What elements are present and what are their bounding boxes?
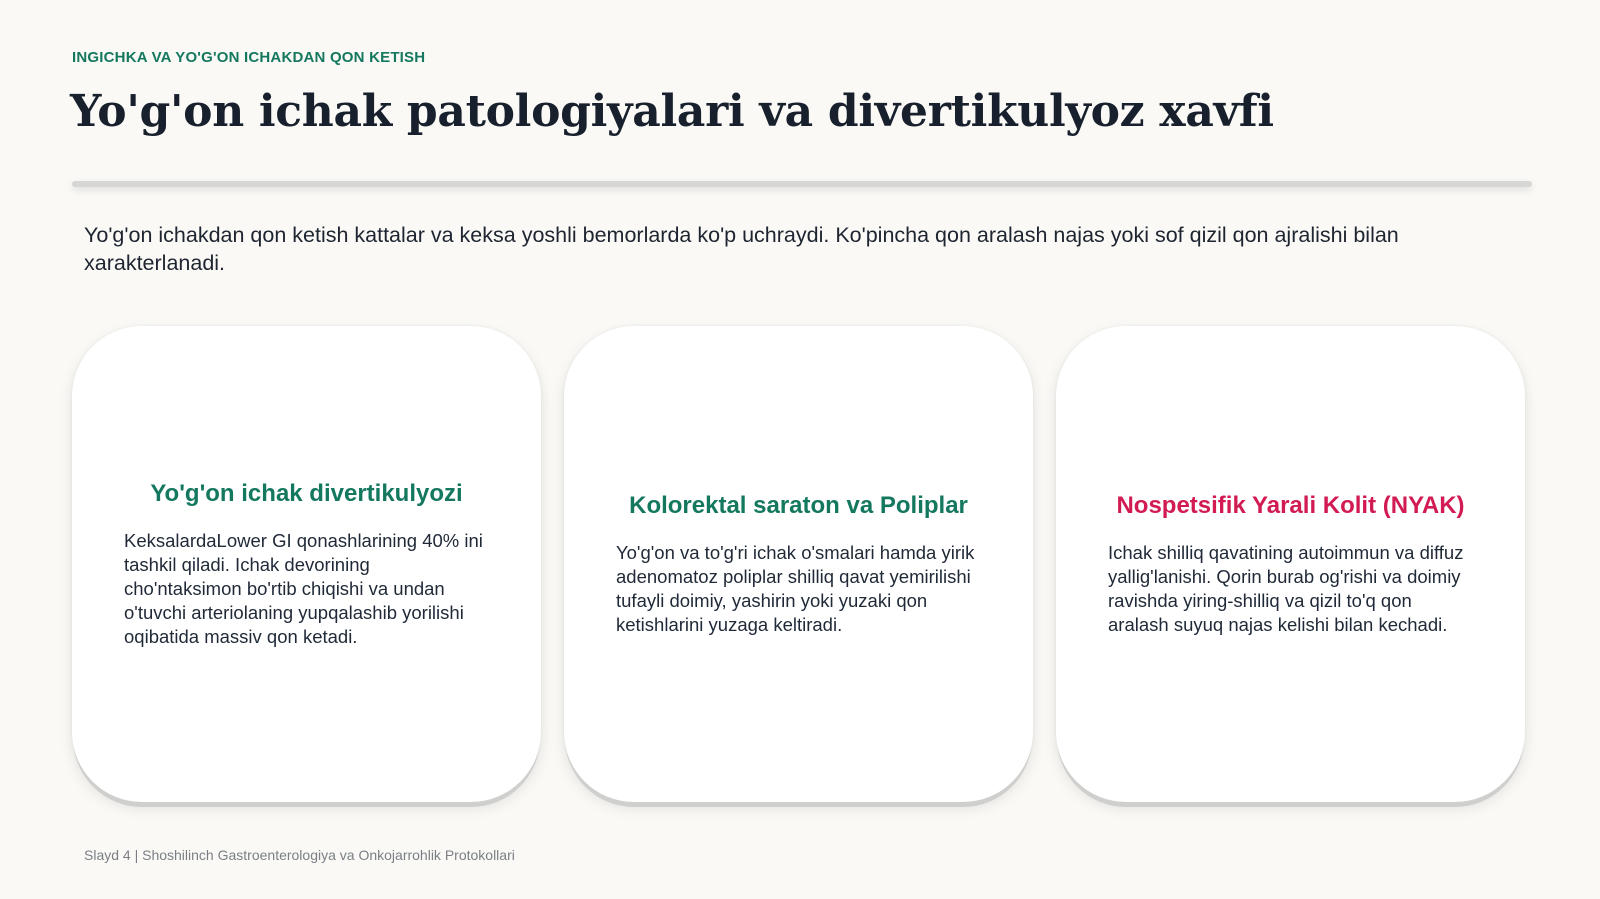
section-kicker: INGICHKA VA YO'G'ON ICHAKDAN QON KETISH <box>72 49 426 66</box>
intro-paragraph: Yo'g'on ichakdan qon ketish kattalar va keksa yoshli bemorlarda ko'p uchraydi. Ko'pincha qon aralash najas yoki sof qizil qon ajralishi bilan xarakterlanadi. <box>84 223 1399 275</box>
cards-row <box>72 326 1526 802</box>
card-title: Kolorektal saraton va Poliplar <box>629 492 968 519</box>
card-text: Yo'g'on va to'g'ri ichak o'smalari hamda yirik adenomatoz poliplar shilliq qavat yemirilishi tufayli doimiy, yashirin yoki yuzaki qon ketishlarini yuzaga keltiradi. <box>616 542 975 635</box>
card-diverticulosis <box>72 326 541 802</box>
slide-title: Yo'g'on ichak patologiyalari va divertikulyoz xavfi <box>70 86 1274 137</box>
card-title: Yo'g'on ichak divertikulyozi <box>150 480 463 507</box>
slide-footer: Slayd 4 | Shoshilinch Gastroenterologiya va Onkojarrohlik Protokollari <box>84 847 515 863</box>
card-ulcerative-colitis <box>1056 326 1525 802</box>
card-colorectal-cancer <box>564 326 1033 802</box>
card-text: KeksalardaLower GI qonashlarining 40% ini tashkil qiladi. Ichak devorining cho'ntaksimon bo'rtib chiqishi va undan o'tuvchi arteriolaning yupqalashib yorilishi oqibatida massiv qon ketadi. <box>124 530 483 647</box>
title-divider <box>72 181 1532 187</box>
card-text: Ichak shilliq qavatining autoimmun va diffuz yallig'lanishi. Qorin burab og'rishi va doimiy ravishda yiring-shilliq va qizil to'q qon aralash suyuq najas kelishi bilan kechadi. <box>1108 542 1464 635</box>
card-title: Nospetsifik Yarali Kolit (NYAK) <box>1116 492 1465 519</box>
